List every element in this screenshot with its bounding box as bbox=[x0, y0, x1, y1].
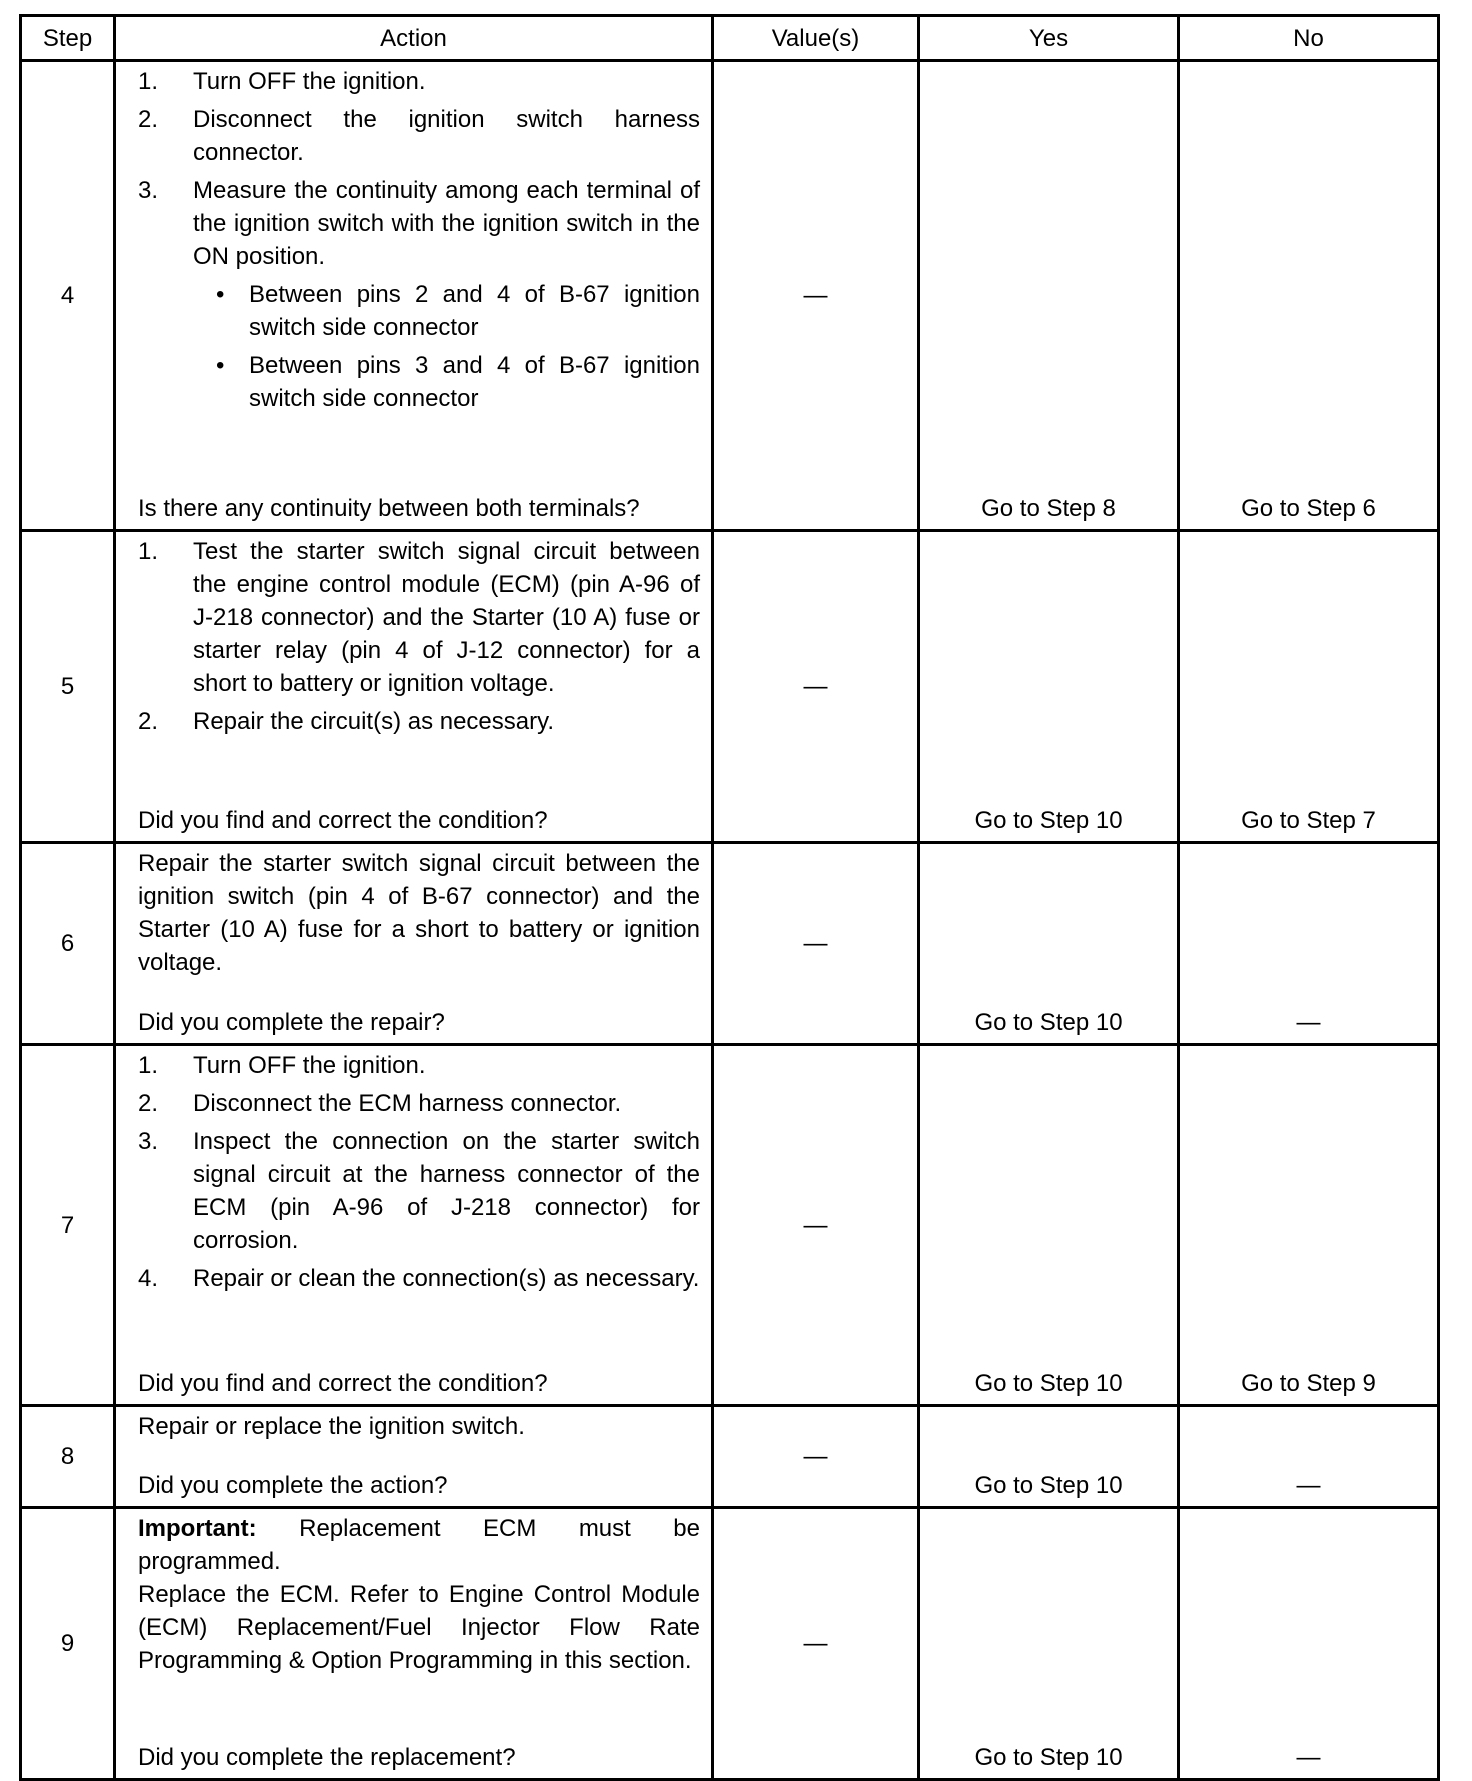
action-content bbox=[138, 1049, 700, 1400]
numbered-step bbox=[138, 65, 700, 98]
no-result: — bbox=[1179, 1508, 1439, 1780]
action-cell bbox=[115, 61, 713, 531]
yes-result: Go to Step 10 bbox=[919, 1406, 1179, 1508]
action-steps bbox=[138, 65, 700, 420]
no-result: Go to Step 9 bbox=[1179, 1045, 1439, 1406]
action-content bbox=[138, 535, 700, 837]
step-index: 1. bbox=[138, 1052, 159, 1079]
step-text: Disconnect the ignition switch harness connector. bbox=[193, 106, 700, 166]
action-paragraph: Repair the starter switch signal circuit between the ignition switch (pin 4 of B-67 connector) and the Starter (10 A) fuse for a short to battery or ignition voltage. bbox=[138, 850, 700, 976]
yes-result: Go to Step 10 bbox=[919, 1045, 1179, 1406]
step-index: 1. bbox=[138, 538, 159, 565]
step-text: Turn OFF the ignition. bbox=[193, 68, 426, 95]
bullet-icon: • bbox=[216, 352, 225, 379]
value-cell: — bbox=[713, 1045, 919, 1406]
step-text: Measure the continuity among each terminal of the ignition switch with the ignition switch in the ON position. bbox=[193, 177, 700, 270]
no-result: — bbox=[1179, 1406, 1439, 1508]
yes-result: Go to Step 10 bbox=[919, 843, 1179, 1045]
step-number: 9 bbox=[21, 1508, 115, 1780]
step-text: Turn OFF the ignition. bbox=[193, 1052, 426, 1079]
table-row bbox=[21, 843, 1439, 1045]
no-result: Go to Step 7 bbox=[1179, 531, 1439, 843]
header-row bbox=[21, 16, 1439, 61]
bullet-icon: • bbox=[216, 281, 225, 308]
header-no: No bbox=[1179, 16, 1439, 61]
numbered-step bbox=[138, 103, 700, 169]
step-text: Between pins 3 and 4 of B-67 ignition switch side connector bbox=[249, 352, 700, 412]
numbered-step bbox=[138, 174, 700, 273]
numbered-step bbox=[138, 1049, 700, 1082]
step-text: Repair or clean the connection(s) as necessary. bbox=[193, 1265, 700, 1292]
yes-result: Go to Step 10 bbox=[919, 1508, 1179, 1780]
step-text: Disconnect the ECM harness connector. bbox=[193, 1090, 622, 1117]
action-steps bbox=[138, 535, 700, 743]
table-row bbox=[21, 1508, 1439, 1780]
step-index: 2. bbox=[138, 106, 159, 133]
important-note bbox=[138, 1512, 700, 1578]
action-paragraph: Repair or replace the ignition switch. bbox=[138, 1413, 525, 1440]
important-label: Important: bbox=[138, 1515, 257, 1542]
action-steps bbox=[138, 1512, 700, 1677]
action-steps bbox=[138, 1410, 700, 1443]
action-question: Did you find and correct the condition? bbox=[138, 1370, 548, 1397]
numbered-step bbox=[138, 1262, 700, 1295]
action-content bbox=[138, 65, 700, 525]
step-number: 5 bbox=[21, 531, 115, 843]
header-step: Step bbox=[21, 16, 115, 61]
action-question: Did you complete the replacement? bbox=[138, 1744, 516, 1771]
action-question: Did you complete the repair? bbox=[138, 1009, 445, 1036]
diagnostic-table bbox=[19, 14, 1440, 1781]
step-number: 8 bbox=[21, 1406, 115, 1508]
step-index: 2. bbox=[138, 708, 159, 735]
action-steps bbox=[138, 1049, 700, 1300]
action-cell bbox=[115, 1406, 713, 1508]
no-result: Go to Step 6 bbox=[1179, 61, 1439, 531]
action-cell bbox=[115, 1045, 713, 1406]
step-number: 7 bbox=[21, 1045, 115, 1406]
table-row bbox=[21, 1045, 1439, 1406]
step-text: Test the starter switch signal circuit between the engine control module (ECM) (pin A-96 of J-218 connector) and the Starter (10 A) fuse or starter relay (pin 4 of J-12 connector) for a short to battery or ignition voltage. bbox=[193, 538, 700, 697]
numbered-step bbox=[138, 535, 700, 700]
step-index: 2. bbox=[138, 1090, 159, 1117]
value-cell: — bbox=[713, 843, 919, 1045]
step-index: 3. bbox=[138, 177, 159, 204]
step-text: Between pins 2 and 4 of B-67 ignition switch side connector bbox=[249, 281, 700, 341]
action-steps bbox=[138, 847, 700, 979]
action-cell bbox=[115, 1508, 713, 1780]
no-result: — bbox=[1179, 843, 1439, 1045]
value-cell: — bbox=[713, 1508, 919, 1780]
header-values: Value(s) bbox=[713, 16, 919, 61]
step-index: 3. bbox=[138, 1128, 159, 1155]
numbered-step bbox=[138, 1087, 700, 1120]
header-action: Action bbox=[115, 16, 713, 61]
action-paragraph: Replace the ECM. Refer to Engine Control Module (ECM) Replacement/Fuel Injector Flow Rate Programming & Option Programming in this section. bbox=[138, 1581, 700, 1674]
action-cell bbox=[115, 531, 713, 843]
important-text: Replacement ECM must be programmed. bbox=[138, 1515, 700, 1575]
table-row bbox=[21, 61, 1439, 531]
numbered-step bbox=[138, 705, 700, 738]
action-content bbox=[138, 1410, 700, 1502]
bullet-item bbox=[216, 278, 700, 344]
numbered-step bbox=[138, 1125, 700, 1257]
table-row bbox=[21, 1406, 1439, 1508]
step-text: Repair the circuit(s) as necessary. bbox=[193, 708, 555, 735]
action-question: Did you complete the action? bbox=[138, 1472, 448, 1499]
action-question: Did you find and correct the condition? bbox=[138, 807, 548, 834]
action-question: Is there any continuity between both terminals? bbox=[138, 495, 640, 522]
action-content bbox=[138, 1512, 700, 1774]
bullet-item bbox=[216, 349, 700, 415]
value-cell: — bbox=[713, 531, 919, 843]
step-index: 4. bbox=[138, 1265, 159, 1292]
yes-result: Go to Step 10 bbox=[919, 531, 1179, 843]
action-content bbox=[138, 847, 700, 1039]
action-cell bbox=[115, 843, 713, 1045]
value-cell: — bbox=[713, 61, 919, 531]
step-text: Inspect the connection on the starter switch signal circuit at the harness connector of the ECM (pin A-96 of J-218 connector) for corrosion. bbox=[193, 1128, 700, 1254]
table-row bbox=[21, 531, 1439, 843]
step-number: 6 bbox=[21, 843, 115, 1045]
step-index: 1. bbox=[138, 68, 159, 95]
header-yes: Yes bbox=[919, 16, 1179, 61]
yes-result: Go to Step 8 bbox=[919, 61, 1179, 531]
value-cell: — bbox=[713, 1406, 919, 1508]
step-number: 4 bbox=[21, 61, 115, 531]
